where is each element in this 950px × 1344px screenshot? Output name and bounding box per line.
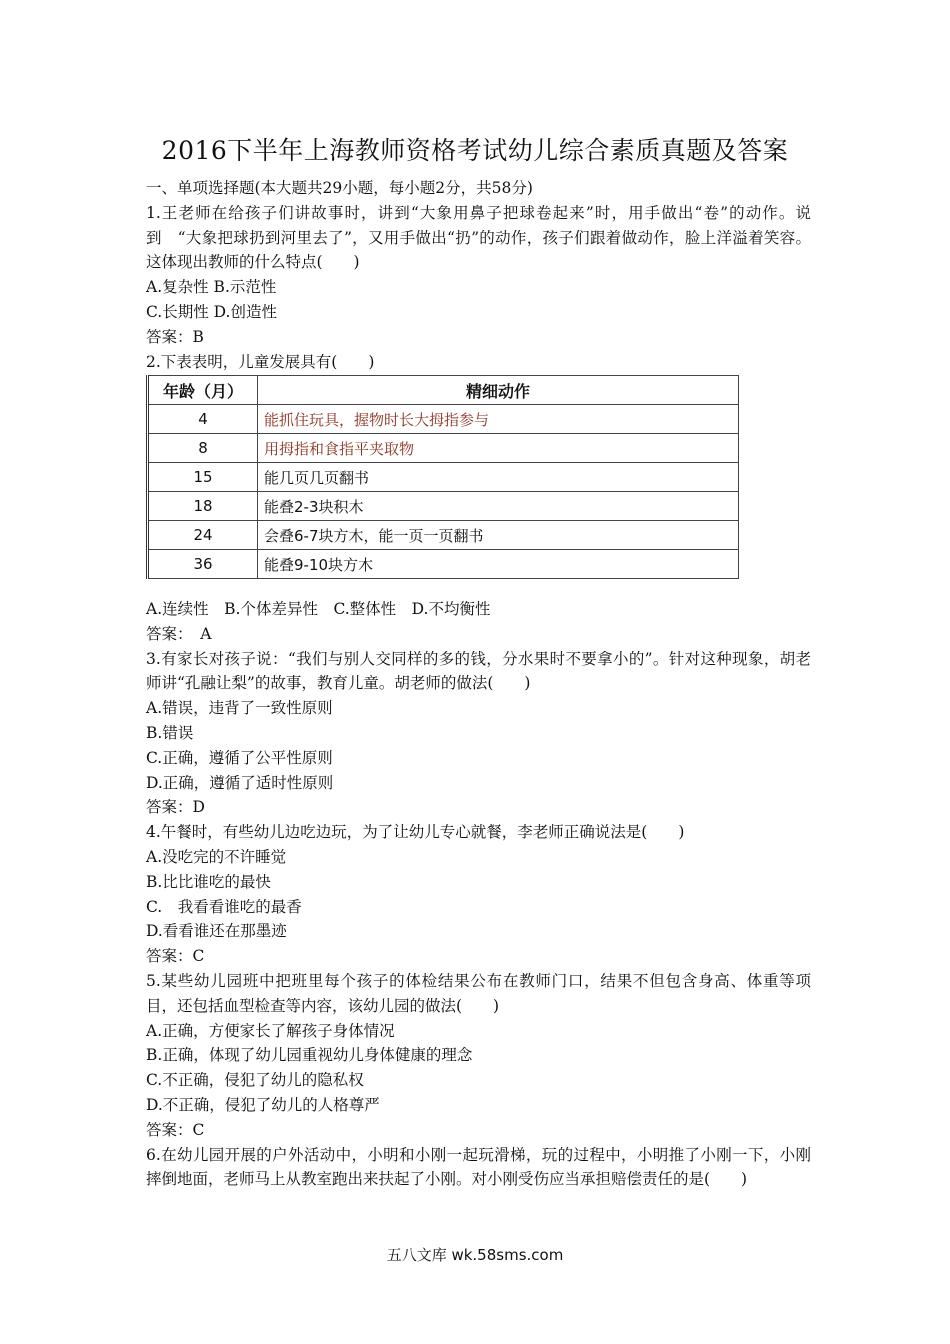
q4-option-c: C. 我看看谁吃的最香 — [146, 897, 302, 916]
q5-option-a: A.正确，方便家长了解孩子身体情况 — [146, 1021, 395, 1040]
q3-answer: 答案：D — [146, 798, 205, 817]
row-age: 8 — [148, 434, 258, 463]
row-age: 36 — [148, 550, 258, 579]
row-action: 能几页几页翻书 — [258, 463, 739, 492]
row-age: 4 — [148, 405, 258, 434]
table-row — [148, 521, 739, 550]
row-age: 15 — [148, 463, 258, 492]
footer-watermark: 五八文库 wk.58sms.com — [386, 1246, 564, 1264]
q4-answer: 答案：C — [146, 947, 205, 966]
q2-options: A.连续性 B.个体差异性 C.整体性 D.不均衡性 — [146, 600, 491, 618]
q3-option-c: C.正确，遵循了公平性原则 — [146, 748, 333, 767]
q1-answer: 答案：B — [146, 327, 204, 346]
q3-option-b: B.错误 — [146, 723, 194, 742]
row-action: 能叠9-10块方木 — [258, 550, 739, 579]
row-age: 24 — [148, 521, 258, 550]
q2-stem: 2.下表表明，儿童发展具有( ) — [146, 352, 375, 371]
q4-option-a: A.没吃完的不许睡觉 — [146, 847, 287, 866]
row-action: 用拇指和食指平夹取物 — [258, 434, 739, 463]
q3-option-d: D.正确，遵循了适时性原则 — [146, 773, 334, 792]
table-row — [148, 492, 739, 521]
row-action: 能叠2-3块积木 — [258, 492, 739, 521]
row-age: 18 — [148, 492, 258, 521]
q1-stem: 1.王老师在给孩子们讲故事时，讲到“大象用鼻子把球卷起来”时，用手做出“卷”的动作。说到 “大象把球扔到河里去了”，又用手做出“扔”的动作，孩子们跟着做动作，脸上洋溢着笑容。这体现出教师的什么特点( ) — [146, 203, 811, 272]
q5-answer: 答案：C — [146, 1120, 205, 1139]
q6-stem: 6.在幼儿园开展的户外活动中，小明和小刚一起玩滑梯，玩的过程中，小明推了小刚一下，小刚摔倒地面，老师马上从教室跑出来扶起了小刚。对小刚受伤应当承担赔偿责任的是( ) — [146, 1145, 811, 1189]
q5-stem: 5.某些幼儿园班中把班里每个孩子的体检结果公布在教师门口，结果不但包含身高、体重等项目，还包括血型检查等内容，该幼儿园的做法( ) — [146, 971, 811, 1015]
row-action: 能抓住玩具，握物时长大拇指参与 — [258, 405, 739, 434]
table-row — [148, 405, 739, 434]
question-block-top — [146, 176, 811, 374]
q2-answer: 答案： A — [146, 624, 212, 643]
header-fine-motor: 精细动作 — [258, 376, 739, 405]
section-heading: 一、单项选择题(本大题共29小题，每小题2分，共58分) — [146, 179, 533, 197]
development-table — [146, 375, 739, 579]
q4-stem: 4.午餐时，有些幼儿边吃边玩，为了让幼儿专心就餐，李老师正确说法是( ) — [146, 823, 685, 842]
q4-option-b: B.比比谁吃的最快 — [146, 872, 271, 891]
q4-option-d: D.看看谁还在那墨迹 — [146, 922, 287, 941]
q1-options-cd: C.长期性 D.创造性 — [146, 302, 277, 321]
table-row — [148, 550, 739, 579]
table-header-row — [148, 376, 739, 405]
table-row — [148, 434, 739, 463]
q1-options-ab: A.复杂性 B.示范性 — [146, 278, 277, 297]
header-age: 年龄（月） — [148, 376, 258, 405]
q5-option-c: C.不正确，侵犯了幼儿的隐私权 — [146, 1071, 364, 1090]
table-row — [148, 463, 739, 492]
document-title: 2016下半年上海教师资格考试幼儿综合素质真题及答案 — [161, 136, 789, 165]
q3-stem: 3.有家长对孩子说：“我们与别人交同样的多的钱，分水果时不要拿小的”。针对这种现象，胡老师讲“孔融让梨”的故事，教育儿童。胡老师的做法( ) — [146, 649, 811, 693]
q5-option-d: D.不正确，侵犯了幼儿的人格尊严 — [146, 1095, 380, 1114]
row-action: 会叠6-7块方木，能一页一页翻书 — [258, 521, 739, 550]
q5-option-b: B.正确，体现了幼儿园重视幼儿身体健康的理念 — [146, 1046, 473, 1065]
q3-option-a: A.错误，违背了一致性原则 — [146, 699, 333, 718]
question-block-bottom — [146, 597, 811, 1192]
